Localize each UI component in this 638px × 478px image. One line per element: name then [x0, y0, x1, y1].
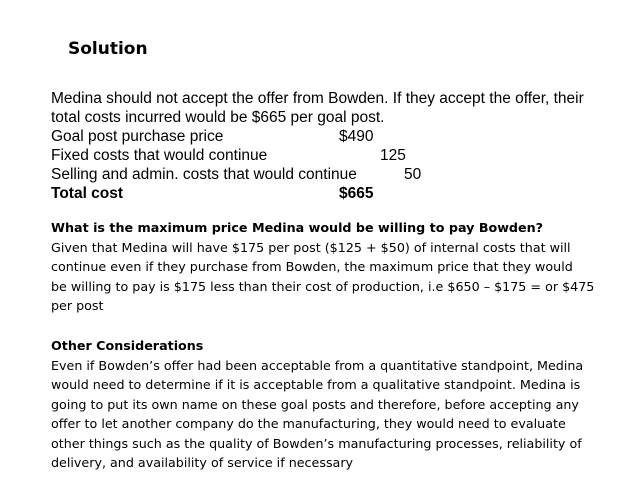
section-line: offer to let another company do the manufacturing, they would need to evaluate: [51, 416, 566, 431]
cost-label: Fixed costs that would continue: [51, 147, 268, 164]
cost-table: [51, 127, 451, 203]
section-line: be willing to pay is $175 less than their cost of production, i.e $650 – $175 = or $475: [51, 278, 595, 294]
cost-label: Selling and admin. costs that would continue: [51, 166, 357, 183]
section-heading: What is the maximum price Medina would be willing to pay Bowden?: [51, 220, 544, 235]
section-line: Even if Bowden’s offer had been acceptable from a quantitative standpoint, Medina: [51, 357, 584, 373]
section-line: delivery, and availability of service if necessary: [51, 455, 354, 470]
intro-paragraph: [51, 89, 621, 127]
intro-line: total costs incurred would be $665 per goal post.: [51, 109, 385, 126]
section-heading: Other Considerations: [51, 338, 204, 353]
section-other-considerations: [51, 336, 626, 473]
section-line: per post: [51, 298, 104, 313]
cost-value: $665: [339, 185, 374, 202]
slide-title: Solution: [68, 39, 148, 59]
intro-line: Medina should not accept the offer from Bowden. If they accept the offer, their: [51, 90, 584, 107]
section-line: would need to determine if it is acceptable from a qualitative standpoint. Medina is: [51, 377, 581, 392]
cost-row-fixed-costs: [51, 146, 451, 165]
section-line: continue even if they purchase from Bowden, the maximum price that they would: [51, 259, 573, 274]
cost-value: $490: [339, 128, 374, 145]
section-line: Given that Medina will have $175 per post ($125 + $50) of internal costs that will: [51, 239, 571, 255]
section-maximum-price: [51, 218, 626, 316]
cost-value: 50: [404, 166, 422, 183]
cost-row-selling-admin: [51, 165, 451, 184]
cost-row-total: [51, 184, 451, 203]
cost-row-purchase-price: [51, 127, 451, 146]
cost-label: Goal post purchase price: [51, 128, 224, 145]
cost-value: 125: [380, 147, 406, 164]
section-line: other things such as the quality of Bowden’s manufacturing processes, reliability of: [51, 435, 582, 451]
cost-label: Total cost: [51, 185, 124, 202]
section-line: going to put its own name on these goal posts and therefore, before accepting any: [51, 396, 579, 412]
